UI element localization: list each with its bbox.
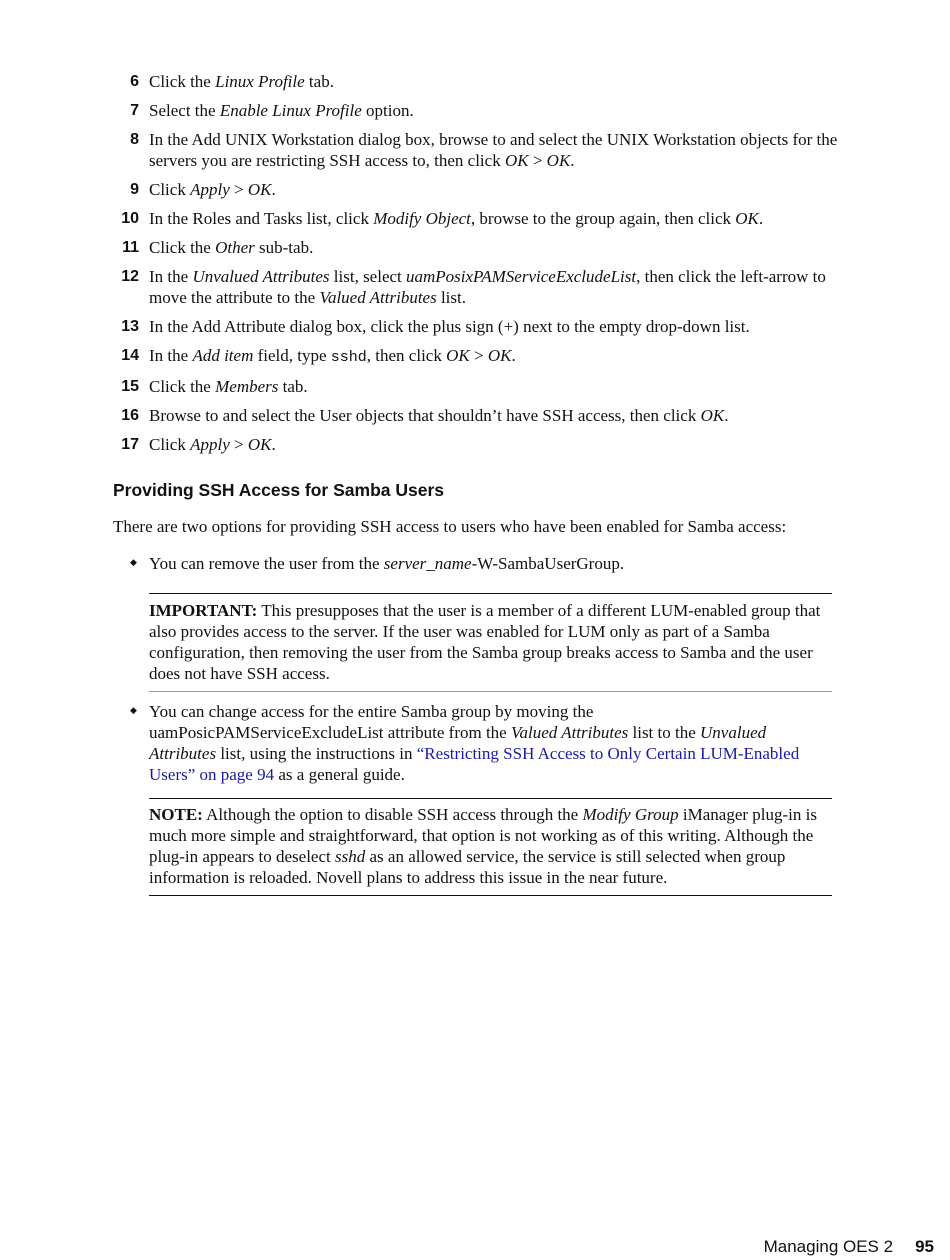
step-10: 10 In the Roles and Tasks list, click Modify Object, browse to the group again, then click OK. bbox=[0, 208, 839, 229]
important-callout bbox=[149, 593, 832, 692]
bullet-change-group-access: ◆ You can change access for the entire Samba group by moving the uamPosicPAMServiceExcludeList attribute from the Valued Attributes list to the Unvalued Attributes list, using the instructions in “Restricting SSH Access to Only Certain LUM-Enabled Users” on page 94 as a general guide. bbox=[149, 701, 832, 785]
step-14: 14 In the Add item field, type sshd, then click OK > OK. bbox=[0, 345, 839, 368]
bullet-remove-user: ◆ You can remove the user from the server_name-W-SambaUserGroup. bbox=[149, 553, 832, 574]
cross-reference-link[interactable]: “Restricting SSH Access to Only Certain LUM-Enabled Users” on page 94 bbox=[149, 744, 800, 784]
step-number: 13 bbox=[121, 318, 139, 335]
step-number: 12 bbox=[121, 268, 139, 285]
step-12: 12 In the Unvalued Attributes list, select uamPosixPAMServiceExcludeList, then click the left-arrow to move the attribute to the Valued Attributes list. bbox=[0, 266, 839, 308]
page-number: 95 bbox=[915, 1237, 934, 1256]
footer-title: Managing OES 2 bbox=[763, 1237, 894, 1256]
step-9: 9 Click Apply > OK. bbox=[0, 179, 839, 200]
step-8: 8 In the Add UNIX Workstation dialog box, browse to and select the UNIX Workstation objects for the servers you are restricting SSH access to, then click OK > OK. bbox=[0, 129, 839, 171]
step-16: 16 Browse to and select the User objects that shouldn’t have SSH access, then click OK. bbox=[0, 405, 839, 426]
note-label: NOTE: bbox=[149, 805, 203, 824]
important-label: IMPORTANT: bbox=[149, 601, 258, 620]
step-7: 7 Select the Enable Linux Profile option. bbox=[0, 100, 839, 121]
step-number: 16 bbox=[121, 407, 139, 424]
important-text: This presupposes that the user is a member of a different LUM-enabled group that also provides access to the server. If the user was enabled for LUM only as part of a Samba configuration, then removing the user from the Samba group breaks access to Samba and the user does not have SSH access. bbox=[149, 601, 821, 683]
step-17: 17 Click Apply > OK. bbox=[0, 434, 839, 455]
step-number: 10 bbox=[121, 210, 139, 227]
section-heading: Providing SSH Access for Samba Users bbox=[113, 480, 445, 500]
step-number: 9 bbox=[130, 181, 139, 198]
step-number: 8 bbox=[130, 131, 139, 148]
step-number: 14 bbox=[121, 347, 139, 364]
step-number: 7 bbox=[130, 102, 139, 119]
note-callout: NOTE: Although the option to disable SSH access through the Modify Group iManager plug-in is much more simple and straightforward, that option is not working as of this writing. Although the plug-in appears to deselect sshd as an allowed service, the service is still selected when group information is reloaded. Novell plans to address this issue in the near future. bbox=[149, 798, 832, 896]
step-6: 6 Click the Linux Profile tab. bbox=[0, 71, 839, 92]
step-13: 13 In the Add Attribute dialog box, click the plus sign (+) next to the empty drop-down list. bbox=[0, 316, 839, 337]
page-footer bbox=[764, 1236, 934, 1257]
step-number: 15 bbox=[121, 378, 139, 395]
step-11: 11 Click the Other sub-tab. bbox=[0, 237, 839, 258]
step-list bbox=[0, 71, 950, 463]
step-number: 17 bbox=[121, 436, 139, 453]
step-number: 6 bbox=[130, 73, 139, 90]
section-intro: There are two options for providing SSH access to users who have been enabled for Samba access: bbox=[113, 517, 787, 536]
step-15: 15 Click the Members tab. bbox=[0, 376, 839, 397]
step-number: 11 bbox=[122, 239, 139, 256]
